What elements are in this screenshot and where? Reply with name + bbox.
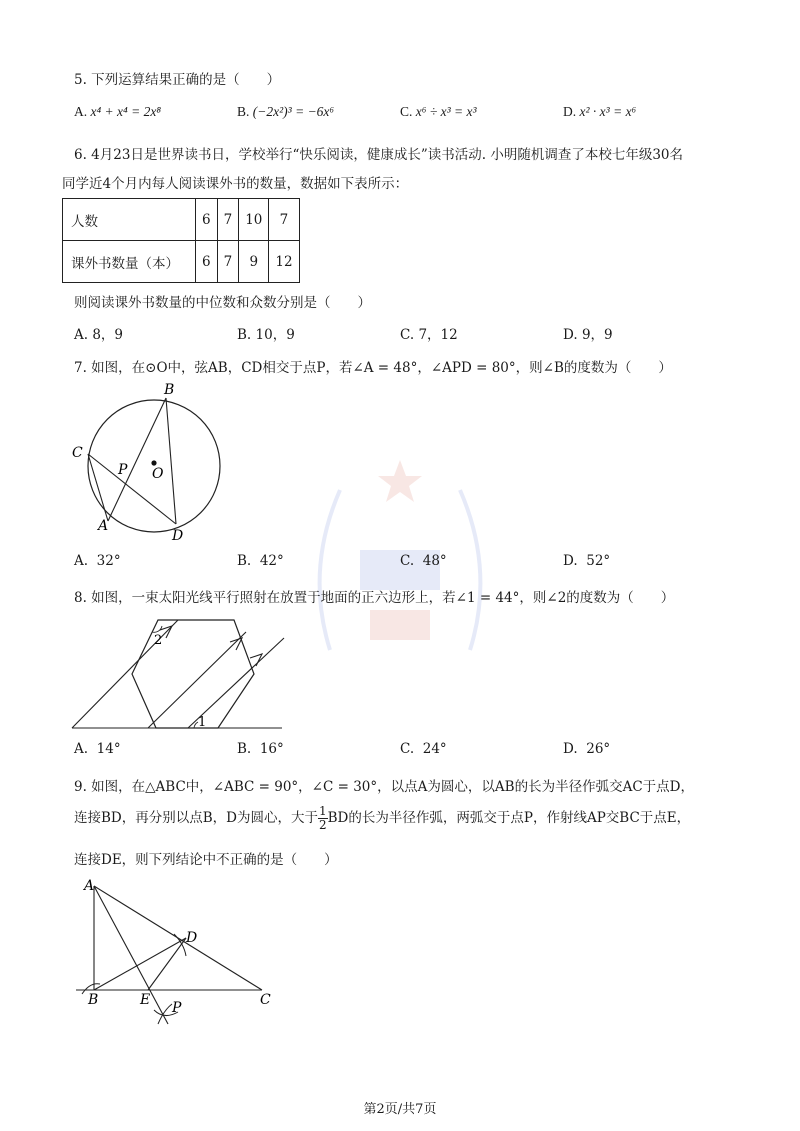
q8-option-c[interactable]: C. 24° [400, 741, 447, 757]
q6-data-table [62, 198, 300, 283]
label-b: B [88, 992, 99, 1008]
page-footer: 第2页/共7页 [363, 1102, 437, 1117]
q7-stem: 7. 如图，在⊙O中，弦AB，CD相交于点P，若∠A = 48°，∠APD = 80°，则∠B的度数为（ ） [74, 360, 672, 376]
table-cell: 7 [217, 241, 239, 283]
table-cell: 12 [269, 241, 299, 283]
table-cell: 7 [269, 199, 299, 241]
q8-hexagon-figure [70, 612, 285, 734]
label-b: B [164, 382, 175, 398]
q7-option-a[interactable]: A. 32° [74, 553, 121, 569]
q6-option-b[interactable]: B. 10，9 [237, 327, 295, 343]
label-p: P [118, 462, 128, 478]
q7-circle-figure [66, 378, 236, 546]
table-row [63, 241, 300, 283]
q6-option-a[interactable]: A. 8，9 [74, 327, 124, 343]
q6-stem-line2: 同学近4个月内每人阅读课外书的数量，数据如下表所示： [62, 176, 409, 192]
q5-option-c[interactable]: C. x⁶ ÷ x³ = x³ [400, 104, 477, 119]
label-a: A [98, 518, 109, 534]
angle-2-label: 2 [154, 633, 163, 648]
q9-stem-line3: 连接DE，则下列结论中不正确的是（ ） [74, 852, 338, 868]
table-row-header: 人数 [63, 199, 196, 241]
label-o: O [152, 466, 164, 482]
q8-option-d[interactable]: D. 26° [563, 741, 611, 757]
q5-option-b[interactable]: B. (−2x²)³ = −6x⁶ [237, 104, 335, 119]
q6-stem-line1: 6. 4月23日是世界读书日，学校举行“快乐阅读，健康成长”读书活动. 小明随机调查了本校七年级30名 [74, 147, 684, 163]
q9-stem-line1: 9. 如图，在△ABC中，∠ABC = 90°，∠C = 30°，以点A为圆心，以AB的长为半径作弧交AC于点D， [74, 779, 694, 795]
q7-option-c[interactable]: C. 48° [400, 553, 447, 569]
angle-1-label: 1 [198, 715, 207, 730]
label-p: P [172, 1000, 182, 1016]
q8-option-a[interactable]: A. 14° [74, 741, 121, 757]
label-d: D [186, 930, 198, 946]
table-cell: 10 [239, 199, 269, 241]
q5-option-a[interactable]: A. x⁴ + x⁴ = 2x⁸ [74, 104, 162, 119]
q5-option-d[interactable]: D. x² · x³ = x⁶ [563, 104, 637, 119]
label-e: E [140, 992, 151, 1008]
label-d: D [172, 528, 184, 544]
table-cell: 6 [196, 241, 218, 283]
q9-triangle-figure [74, 878, 284, 1038]
label-c: C [260, 992, 271, 1008]
fraction-one-half: $\frac{1}{2}$ [319, 804, 327, 832]
q6-option-d[interactable]: D. 9，9 [563, 327, 613, 343]
q9-stem-line2: 连接BD，再分别以点B，D为圆心，大于 $\frac{1}{2}$ BD的长为半径作弧，两弧交于点P，作射线AP交BC于点E， [74, 804, 691, 832]
label-c: C [72, 445, 83, 461]
table-cell: 9 [239, 241, 269, 283]
q8-option-b[interactable]: B. 16° [237, 741, 284, 757]
table-row-header: 课外书数量（本） [63, 241, 196, 283]
q7-option-b[interactable]: B. 42° [237, 553, 284, 569]
label-a: A [84, 878, 95, 894]
table-row [63, 199, 300, 241]
q5-stem: 5. 下列运算结果正确的是（ ） [74, 72, 281, 88]
q6-question: 则阅读课外书数量的中位数和众数分别是（ ） [74, 295, 371, 311]
table-cell: 6 [196, 199, 218, 241]
q6-option-c[interactable]: C. 7，12 [400, 327, 458, 343]
table-cell: 7 [217, 199, 239, 241]
q8-stem: 8. 如图，一束太阳光线平行照射在放置于地面的正六边形上，若∠1 = 44°，则∠2的度数为（ ） [74, 590, 675, 606]
q7-option-d[interactable]: D. 52° [563, 553, 611, 569]
